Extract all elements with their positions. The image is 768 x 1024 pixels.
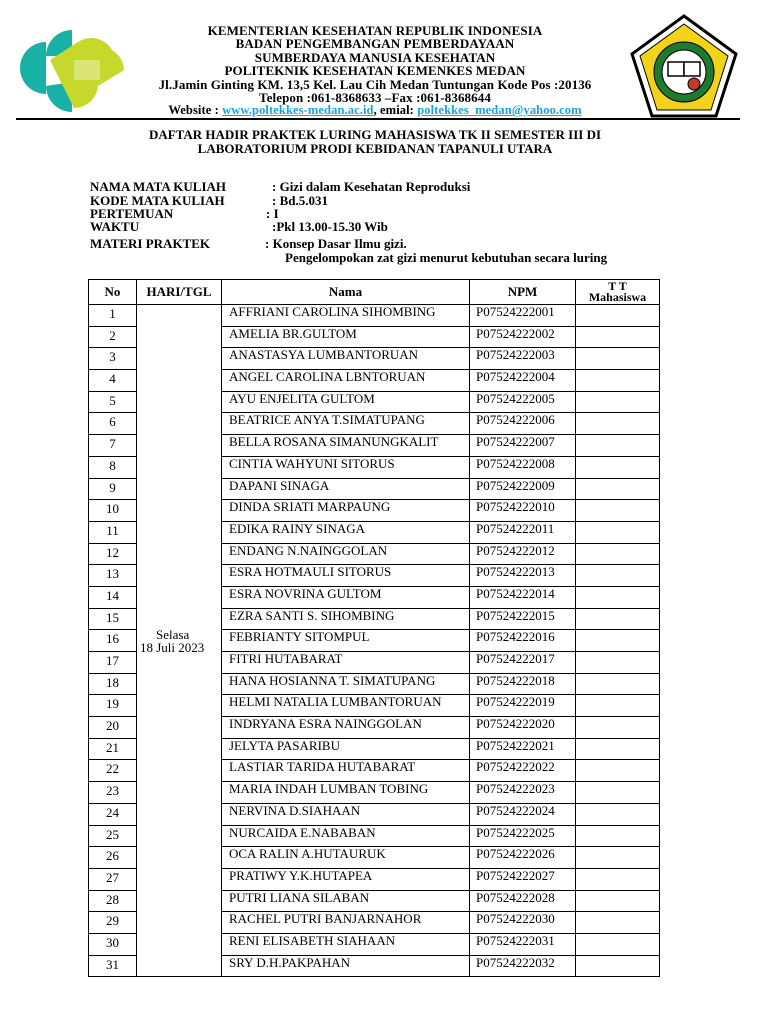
student-name: MARIA INDAH LUMBAN TOBING	[222, 782, 470, 804]
signature-cell[interactable]	[576, 500, 660, 522]
row-number: 15	[89, 608, 137, 630]
header-divider	[16, 118, 740, 120]
student-name: ESRA NOVRINA GULTOM	[222, 586, 470, 608]
student-name: PRATIWY Y.K.HUTAPEA	[222, 868, 470, 890]
row-number: 28	[89, 890, 137, 912]
row-number: 11	[89, 521, 137, 543]
signature-cell[interactable]	[576, 543, 660, 565]
session-day: Selasa	[156, 626, 190, 642]
signature-cell[interactable]	[576, 847, 660, 869]
table-header-row	[89, 280, 660, 305]
poltekkes-seal-logo	[628, 14, 740, 120]
row-number: 10	[89, 500, 137, 522]
student-npm: P07524222017	[470, 652, 576, 674]
row-number: 12	[89, 543, 137, 565]
signature-cell[interactable]	[576, 565, 660, 587]
row-number: 3	[89, 348, 137, 370]
signature-cell[interactable]	[576, 695, 660, 717]
student-npm: P07524222013	[470, 565, 576, 587]
student-npm: P07524222003	[470, 348, 576, 370]
student-name: BELLA ROSANA SIMANUNGKALIT	[222, 435, 470, 457]
course-code-value: : Bd.5.031	[272, 193, 328, 208]
student-npm: P07524222020	[470, 717, 576, 739]
material-value-2: Pengelompokan zat gizi menurut kebutuhan secara luring	[285, 250, 608, 265]
student-name: EZRA SANTI S. SIHOMBING	[222, 608, 470, 630]
student-npm: P07524222002	[470, 326, 576, 348]
student-npm: P07524222016	[470, 630, 576, 652]
student-name: DINDA SRIATI MARPAUNG	[222, 500, 470, 522]
student-npm: P07524222009	[470, 478, 576, 500]
col-header-name: Nama	[222, 280, 470, 305]
student-name: ESRA HOTMAULI SITORUS	[222, 565, 470, 587]
signature-cell[interactable]	[576, 586, 660, 608]
student-npm: P07524222011	[470, 521, 576, 543]
signature-cell[interactable]	[576, 868, 660, 890]
kemenkes-logo	[16, 20, 128, 118]
col-header-signature	[576, 280, 660, 305]
website-label: Website :	[168, 103, 223, 118]
student-name: DAPANI SINAGA	[222, 478, 470, 500]
signature-cell[interactable]	[576, 760, 660, 782]
row-number: 16	[89, 630, 137, 652]
row-number: 26	[89, 847, 137, 869]
row-number: 7	[89, 435, 137, 457]
signature-cell[interactable]	[576, 955, 660, 977]
row-number: 23	[89, 782, 137, 804]
signature-cell[interactable]	[576, 803, 660, 825]
student-name: AYU ENJELITA GULTOM	[222, 391, 470, 413]
student-name: JELYTA PASARIBU	[222, 738, 470, 760]
student-name: ENDANG N.NAINGGOLAN	[222, 543, 470, 565]
row-number: 24	[89, 803, 137, 825]
header-line-agency: BADAN PENGEMBANGAN PEMBERDAYAAN	[235, 36, 515, 52]
signature-cell[interactable]	[576, 782, 660, 804]
title-line-2: LABORATORIUM PRODI KEBIDANAN TAPANULI UTARA	[197, 141, 553, 156]
student-name: FEBRIANTY SITOMPUL	[222, 630, 470, 652]
student-name: RENI ELISABETH SIAHAAN	[222, 933, 470, 955]
signature-cell[interactable]	[576, 326, 660, 348]
signature-cell[interactable]	[576, 717, 660, 739]
signature-cell[interactable]	[576, 456, 660, 478]
row-number: 2	[89, 326, 137, 348]
student-name: LASTIAR TARIDA HUTABARAT	[222, 760, 470, 782]
student-name: NERVINA D.SIAHAAN	[222, 803, 470, 825]
student-name: RACHEL PUTRI BANJARNAHOR	[222, 912, 470, 934]
row-number: 19	[89, 695, 137, 717]
col-header-npm: NPM	[470, 280, 576, 305]
student-npm: P07524222031	[470, 933, 576, 955]
student-name: OCA RALIN A.HUTAURUK	[222, 847, 470, 869]
header-contact	[130, 104, 620, 117]
material-label: MATERI PRAKTEK	[90, 236, 211, 251]
student-npm: P07524222030	[470, 912, 576, 934]
session-day-cell	[137, 305, 222, 977]
row-number: 1	[89, 305, 137, 327]
header-phone: Telepon :061-8368633 –Fax :061-8368644	[259, 90, 491, 106]
student-name: PUTRI LIANA SILABAN	[222, 890, 470, 912]
signature-cell[interactable]	[576, 521, 660, 543]
student-npm: P07524222008	[470, 456, 576, 478]
signature-cell[interactable]	[576, 370, 660, 392]
row-number: 17	[89, 652, 137, 674]
signature-cell[interactable]	[576, 738, 660, 760]
student-name: AMELIA BR.GULTOM	[222, 326, 470, 348]
course-name-label: NAMA MATA KULIAH	[90, 179, 227, 194]
student-name: ANGEL CAROLINA LBNTORUAN	[222, 370, 470, 392]
row-number: 20	[89, 717, 137, 739]
student-npm: P07524222004	[470, 370, 576, 392]
student-npm: P07524222010	[470, 500, 576, 522]
student-name: NURCAIDA E.NABABAN	[222, 825, 470, 847]
time-value: :Pkl 13.00-15.30 Wib	[272, 219, 388, 234]
student-npm: P07524222025	[470, 825, 576, 847]
student-npm: P07524222005	[470, 391, 576, 413]
row-number: 29	[89, 912, 137, 934]
student-npm: P07524222007	[470, 435, 576, 457]
student-npm: P07524222027	[470, 868, 576, 890]
signature-header-line-1: T T	[608, 279, 627, 293]
row-number: 27	[89, 868, 137, 890]
row-number: 9	[89, 478, 137, 500]
student-name: ANASTASYA LUMBANTORUAN	[222, 348, 470, 370]
col-header-day: HARI/TGL	[137, 280, 222, 305]
signature-cell[interactable]	[576, 890, 660, 912]
institution-header	[130, 24, 620, 118]
signature-cell[interactable]	[576, 478, 660, 500]
email-link[interactable]: poltekkes_medan@yahoo.com	[417, 103, 582, 118]
student-npm: P07524222006	[470, 413, 576, 435]
document-title	[60, 128, 690, 156]
row-number: 22	[89, 760, 137, 782]
signature-cell[interactable]	[576, 391, 660, 413]
header-address: Jl.Jamin Ginting KM. 13,5 Kel. Lau Cih Medan Tuntungan Kode Pos :20136	[158, 76, 592, 92]
student-npm: P07524222019	[470, 695, 576, 717]
student-npm: P07524222024	[470, 803, 576, 825]
email-label: , emial:	[373, 103, 418, 118]
student-name: HELMI NATALIA LUMBANTORUAN	[222, 695, 470, 717]
signature-cell[interactable]	[576, 933, 660, 955]
student-npm: P07524222018	[470, 673, 576, 695]
student-name: HANA HOSIANNA T. SIMATUPANG	[222, 673, 470, 695]
session-date: 18 Juli 2023	[140, 639, 205, 655]
student-npm: P07524222015	[470, 608, 576, 630]
course-name-value: : Gizi dalam Kesehatan Reproduksi	[272, 179, 471, 194]
header-line-ministry: KEMENTERIAN KESEHATAN REPUBLIK INDONESIA	[207, 23, 543, 38]
row-number: 25	[89, 825, 137, 847]
row-number: 6	[89, 413, 137, 435]
signature-cell[interactable]	[576, 673, 660, 695]
signature-cell[interactable]	[576, 435, 660, 457]
row-number: 13	[89, 565, 137, 587]
student-name: AFFRIANI CAROLINA SIHOMBING	[222, 305, 470, 327]
student-name: EDIKA RAINY SINAGA	[222, 521, 470, 543]
header-line-polytechnic: POLITEKNIK KESEHATAN KEMENKES MEDAN	[224, 63, 526, 79]
attendance-table	[88, 279, 660, 977]
signature-cell[interactable]	[576, 608, 660, 630]
meeting-value: : I	[266, 206, 279, 221]
signature-header-line-2: Mahasiswa	[588, 290, 647, 304]
row-number: 21	[89, 738, 137, 760]
signature-cell[interactable]	[576, 630, 660, 652]
row-number: 18	[89, 673, 137, 695]
row-number: 14	[89, 586, 137, 608]
signature-cell[interactable]	[576, 348, 660, 370]
signature-cell[interactable]	[576, 912, 660, 934]
title-line-1: DAFTAR HADIR PRAKTEK LURING MAHASISWA TK II SEMESTER III DI	[148, 127, 602, 142]
student-name: CINTIA WAHYUNI SITORUS	[222, 456, 470, 478]
student-npm: P07524222014	[470, 586, 576, 608]
meeting-label: PERTEMUAN	[90, 206, 174, 221]
signature-cell[interactable]	[576, 825, 660, 847]
time-label: WAKTU	[90, 219, 140, 234]
student-npm: P07524222021	[470, 738, 576, 760]
material-value-1: : Konsep Dasar Ilmu gizi.	[265, 236, 407, 251]
row-number: 8	[89, 456, 137, 478]
student-npm: P07524222032	[470, 955, 576, 977]
student-npm: P07524222023	[470, 782, 576, 804]
row-number: 31	[89, 955, 137, 977]
student-npm: P07524222012	[470, 543, 576, 565]
signature-cell[interactable]	[576, 652, 660, 674]
row-number: 5	[89, 391, 137, 413]
signature-cell[interactable]	[576, 413, 660, 435]
website-link[interactable]: www.poltekkes-medan.ac.id	[222, 103, 374, 118]
table-row	[89, 305, 660, 327]
student-npm: P07524222001	[470, 305, 576, 327]
signature-cell[interactable]	[576, 305, 660, 327]
student-name: BEATRICE ANYA T.SIMATUPANG	[222, 413, 470, 435]
row-number: 30	[89, 933, 137, 955]
student-npm: P07524222022	[470, 760, 576, 782]
student-npm: P07524222028	[470, 890, 576, 912]
student-name: INDRYANA ESRA NAINGGOLAN	[222, 717, 470, 739]
student-npm: P07524222026	[470, 847, 576, 869]
header-line-hr: SUMBERDAYA MANUSIA KESEHATAN	[254, 49, 496, 65]
student-name: FITRI HUTABARAT	[222, 652, 470, 674]
student-name: SRY D.H.PAKPAHAN	[222, 955, 470, 977]
course-code-label: KODE MATA KULIAH	[90, 193, 225, 208]
col-header-no: No	[89, 280, 137, 305]
row-number: 4	[89, 370, 137, 392]
